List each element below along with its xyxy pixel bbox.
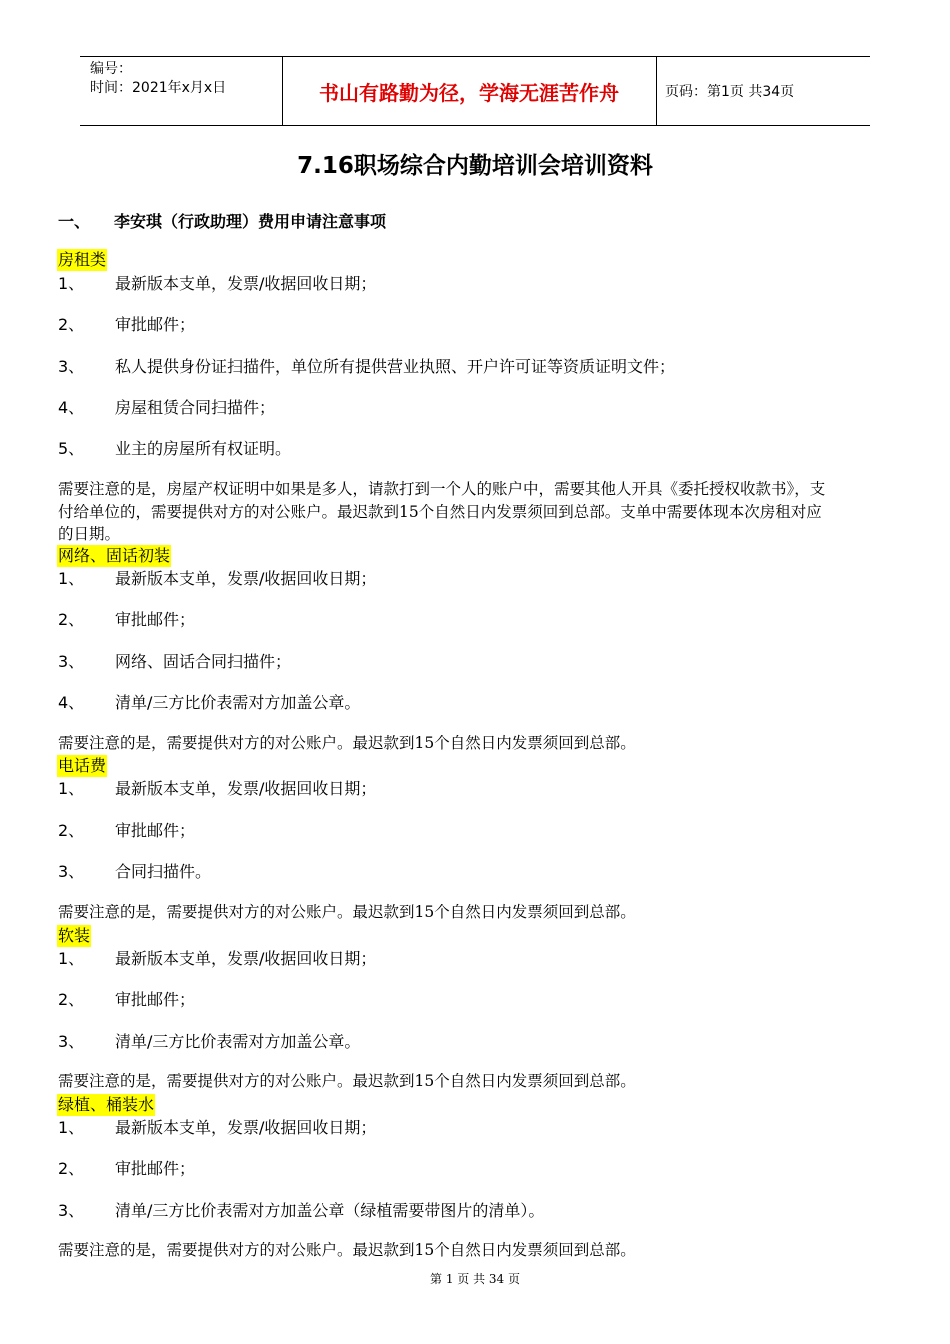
item-text: 清单/三方比价表需对方加盖公章（绿植需要带图片的清单）。 [115,1201,545,1220]
list-item [58,651,291,673]
header-page-label: 页码：第1页 共34页 [665,84,795,100]
item-number: 3、 [58,357,85,376]
time-label: 时间：2021年x月x日 [90,80,227,96]
item-number: 3、 [58,652,85,671]
item-number: 1、 [58,779,85,798]
category-note: 需要注意的是，房屋产权证明中如果是多人，请款打到一个人的账户中，需要其他人开具《委托授权收款书》，支付给单位的，需要提供对方的对公账户。最迟款到15个自然日内发票须回到总部。支单中需要体现本次房租对应的日期。 [58,480,826,543]
category-label: 绿植、桶装水 [58,1095,155,1114]
page-footer: 第 1 页 共 34 页 [430,1272,520,1286]
page-header [80,56,870,126]
list-item [58,1117,376,1139]
list-item [58,397,275,419]
item-text: 审批邮件； [115,315,196,334]
category-note: 需要注意的是，需要提供对方的对公账户。最迟款到15个自然日内发票须回到总部。 [58,903,636,921]
item-number: 2、 [58,1159,85,1178]
list-item [58,1200,544,1222]
item-number: 5、 [58,439,85,458]
item-text: 审批邮件； [115,1159,196,1178]
section-heading [58,209,386,232]
list-item [58,778,376,800]
header-divider [656,57,657,125]
category-label: 电话费 [58,756,107,775]
item-number: 1、 [58,274,85,293]
header-meta [90,60,226,98]
list-item [58,314,195,336]
item-number: 2、 [58,821,85,840]
item-number: 1、 [58,949,85,968]
item-text: 合同扫描件。 [115,862,212,881]
category-note: 需要注意的是，需要提供对方的对公账户。最迟款到15个自然日内发票须回到总部。 [58,734,636,752]
category-label: 软装 [58,926,91,945]
list-item [58,948,376,970]
list-item [58,820,195,842]
item-number: 4、 [58,398,85,417]
item-text: 最新版本支单，发票/收据回收日期； [115,274,377,293]
list-item [58,1158,195,1180]
item-number: 1、 [58,569,85,588]
item-number: 1、 [58,1118,85,1137]
item-text: 审批邮件； [115,821,196,840]
item-number: 3、 [58,1032,85,1051]
list-item [58,692,360,714]
item-text: 业主的房屋所有权证明。 [115,439,292,458]
list-item [58,609,195,631]
section-number: 一、 [58,212,91,231]
item-text: 审批邮件； [115,610,196,629]
category-note: 需要注意的是，需要提供对方的对公账户。最迟款到15个自然日内发票须回到总部。 [58,1072,636,1090]
item-text: 私人提供身份证扫描件，单位所有提供营业执照、开户许可证等资质证明文件； [115,357,676,376]
category-label: 网络、固话初装 [58,546,171,565]
item-number: 3、 [58,862,85,881]
header-motto: 书山有路勤为径，学海无涯苦作舟 [319,80,619,105]
item-text: 最新版本支单，发票/收据回收日期； [115,569,377,588]
list-item [58,861,211,883]
item-number: 2、 [58,990,85,1009]
item-number: 4、 [58,693,85,712]
number-label: 编号： [90,61,132,77]
document-title: 7.16职场综合内勤培训会培训资料 [297,153,653,179]
item-text: 清单/三方比价表需对方加盖公章。 [115,693,361,712]
item-number: 2、 [58,315,85,334]
item-text: 网络、固话合同扫描件； [115,652,292,671]
list-item [58,568,376,590]
item-text: 最新版本支单，发票/收据回收日期； [115,949,377,968]
category-note: 需要注意的是，需要提供对方的对公账户。最迟款到15个自然日内发票须回到总部。 [58,1241,636,1259]
item-text: 房屋租赁合同扫描件； [115,398,276,417]
list-item [58,438,291,460]
list-item [58,356,675,378]
item-text: 审批邮件； [115,990,196,1009]
list-item [58,1031,360,1053]
list-item [58,989,195,1011]
item-text: 清单/三方比价表需对方加盖公章。 [115,1032,361,1051]
section-title: 李安琪（行政助理）费用申请注意事项 [114,212,387,231]
item-text: 最新版本支单，发票/收据回收日期； [115,1118,377,1137]
item-number: 2、 [58,610,85,629]
item-number: 3、 [58,1201,85,1220]
item-text: 最新版本支单，发票/收据回收日期； [115,779,377,798]
list-item [58,273,376,295]
category-label: 房租类 [58,250,107,269]
